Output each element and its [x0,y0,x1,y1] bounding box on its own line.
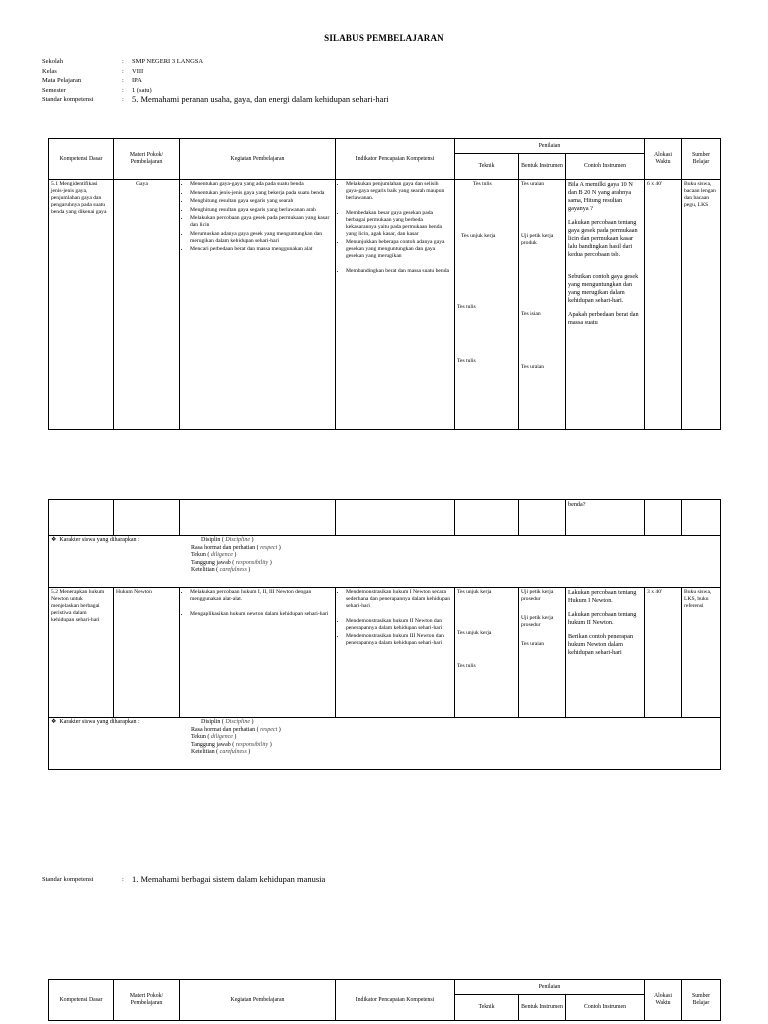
contoh-cell [566,180,645,430]
bentuk-item: Tes uraian [521,181,545,187]
kd-cell: 5.1 Mengidentifikasi jenis-jenis gaya, penjumlahan gaya dan pengaruhnya pada suatu benda yang dikenai gaya [49,180,114,430]
header-indikator: Indikator Pencapaian Kompetensi [336,980,455,1021]
empty-cell [519,500,566,536]
empty-cell [336,500,455,536]
kd-cell: 5.2 Menerapkan hukum Newton untuk menjelaskan berbagai peristiwa dalam kehidupan sehari-hari [49,588,114,718]
header-indikator: Indikator Pencapaian Kompetensi [336,139,455,180]
contoh-item: Lakukan percobaan tentang Hukum I Newton. [568,589,637,604]
teknik-item: Tes unjuk kerja [461,233,496,239]
header-penilaian: Penilaian [455,139,645,154]
list-item: • Menghitung resultan gaya segaris yang berlawanan arah [190,207,333,214]
karakter-item: Ketelitian [191,749,215,755]
bentuk-item: Uji petik kerja prosedur [521,589,554,602]
meta-key: Standar kompetensi [42,876,94,883]
header-penilaian: Penilaian [455,980,645,995]
teknik-item: Tes tulis [457,304,476,310]
karakter-item-en: diligence [210,552,233,558]
standar-kompetensi: 5. Memahami peranan usaha, gaya, dan energi dalam kehidupan sehari-hari [132,94,389,105]
page-title: SILABUS PEMBELAJARAN [324,33,444,43]
karakter-item: Tekun [191,734,206,740]
bentuk-item: Tes uraian [521,364,545,370]
indikator-cell [336,588,455,718]
standar-kompetensi-2: Standar kompetensi : 1. Memahami berbagai sistem dalam kehidupan manusia [42,874,326,884]
list-item: • Mendemonstrasikan hukum I Newton secara sederhana dan penerapannya dalam kehidupan sehari-hari [346,589,452,610]
alokasi-cell: 6 x 40' [645,180,682,430]
karakter-item: Rasa hormat dan perhatian [191,544,256,551]
header-kd: Kompetensi Dasar [49,139,114,180]
meta-value: SMP NEGERI 3 LANGSA [132,58,204,65]
diamond-bullet-icon: ❖ [51,719,57,725]
header-teknik: Teknik [455,154,519,180]
list-item: • Merumuskan adanya gaya gesek yang menguntungkan dan merugikan dalam kehidupan sehari-hari [190,231,333,245]
empty-cell [645,500,682,536]
silabus-table-1 [48,138,721,430]
teknik-cell [455,180,519,430]
meta-key: Standar kompetensi [42,96,94,104]
list-item: • Melakukan percobaan hukum I, II, III Newton dengan menggunakan alat-alat. [190,589,333,603]
contoh-item: Lakukan percobaan tentang hukum II Newton. [568,611,637,626]
materi-cell: Gaya [114,180,180,430]
sumber-cell: Buku siswa, bacaan lengan dan bacaan pegu, LKS [682,180,721,430]
contoh-item: Sebutkan contoh gaya gesek yang menguntungkan dan yang merugikan dalam kehidupan sehari-hari. [568,273,639,304]
karakter-label: Karakter siswa yang diharapkan : [59,719,140,725]
bentuk-cell [519,180,566,430]
header-kd: Kompetensi Dasar [49,980,114,1021]
header-contoh: Contoh Instrumen [566,154,645,180]
contoh-cell [566,588,645,718]
karakter-label: Karakter siswa yang diharapkan : [59,537,140,543]
karakter-item: Tekun [191,552,206,558]
karakter-item: Ketelitian [191,567,215,573]
header-bentuk: Bentuk Instrumen [519,995,566,1021]
materi-cell: Hukum Newton [114,588,180,718]
meta-value: 1 (satu) [132,86,152,94]
list-item: • Menghitung resultan gaya segaris yang searah [190,198,333,205]
header-kegiatan: Kegiatan Pembelajaran [180,980,336,1021]
bentuk-item: Tes isian [521,311,541,317]
meta-value: VIII [132,67,144,75]
teknik-item: Tes tulis [457,663,476,669]
list-item: • Melakukan percobaan gaya gesek pada permukaan yang kasar dan licin [190,215,333,229]
meta-key: Semester [42,86,66,94]
header-alokasi: Alokasi Waktu [645,139,682,180]
teknik-item: Tes tulis [457,358,476,364]
karakter-item-en: responsibility [235,559,269,566]
kegiatan-cell [180,588,336,718]
bentuk-item: Tes uraian [521,641,545,647]
header-kegiatan: Kegiatan Pembelajaran [180,139,336,180]
header-materi: Materi Pokok/ Pembelajaran [114,139,180,180]
meta-key: Kelas [42,67,57,75]
sumber-cell: Buku siswa, LKS, buku referensi [682,588,721,718]
list-item: • Menunjukkan beberapa contoh adanya gaya gesekan yang menguntungkan dan gaya gesekan yang merugikan [346,239,452,260]
bentuk-cell [519,588,566,718]
contoh-item: Bila A memilki gaya 10 N dan B 20 N yang arahnya sama, Hitung resultan gayanya ? [568,181,633,212]
bentuk-item: Uji petik kerja produk [521,233,554,246]
karakter-item-en: Discipline [225,719,251,725]
contoh-item: Apakah perbedaan berat dan massa suatu [568,311,639,326]
header-materi: Materi Pokok/ Pembelajaran [114,980,180,1021]
alokasi-cell: 3 x 40' [645,588,682,718]
list-item: • Menentukan gaya-gaya yang ada pada suatu benda [190,181,333,188]
header-alokasi: Alokasi Waktu [645,980,682,1021]
empty-cell [114,500,180,536]
meta-value: 1. Memahami berbagai sistem dalam kehidupan manusia [132,874,326,884]
karakter-item-en: diligence [210,734,233,740]
header-contoh: Contoh Instrumen [566,995,645,1021]
silabus-table-3 [48,979,721,1021]
list-item: • Membandingkan berat dan massa suatu benda [346,268,452,275]
karakter-item: Rasa hormat dan perhatian [191,726,256,733]
karakter-item: Disiplin [201,537,221,543]
meta-value: IPA [132,77,142,85]
karakter-item-en: Discipline [225,537,251,543]
list-item: • Mendemonstrasikan hukum II Newton dan penerapannya dalam kehidupan sehari-hari [346,618,452,632]
diamond-bullet-icon: ❖ [51,537,57,543]
karakter-item-en: carefulness [219,749,247,755]
header-bentuk: Bentuk Instrumen [519,154,566,180]
list-item: • Melakukan penjumlahan gaya dan selisih gaya-gaya segaris baik yang searah maupun berlawanan. [346,181,452,202]
meta-block: Sekolah : SMP NEGERI 3 LANGSA Kelas : VIII Mata Pelajaran : IPA Semester : 1 (satu) Standar kompetensi : 5. Memahami peranan usaha, gaya, dan energi dalam kehidupan sehari-hari [42,58,389,105]
meta-key: Mata Pelajaran [42,77,82,85]
header-sumber: Sumber Belajar [682,139,721,180]
karakter-block: ❖ Karakter siswa yang diharapkan : Disiplin ( Discipline ) Rasa hormat dan perhatian ( respect ) Tekun ( diligence ) Tanggung jawab ( responsibility ) Ketelitian ( carefulness ) [49,536,721,588]
list-item: • Mendemonstrasikan hukum III Newton dan penerapannya dalam kehidupan sehari-hari [346,633,452,647]
list-item: • Mencari perbedaan berat dan massa menggunakan alat [190,246,333,253]
karakter-item-en: respect [260,544,278,551]
karakter-block: ❖ Karakter siswa yang diharapkan : Disiplin ( Discipline ) Rasa hormat dan perhatian ( respect ) Tekun ( diligence ) Tanggung jawab ( responsibility ) Ketelitian ( carefulness ) [49,718,721,770]
empty-cell [49,500,114,536]
list-item: • Mengaplikasikan hukum newton dalam kehidupan sehari-hari [190,611,333,618]
empty-cell [682,500,721,536]
empty-cell [455,500,519,536]
bentuk-item: Uji petik kerja prosedur [521,615,554,628]
teknik-cell [455,588,519,718]
meta-key: Sekolah [42,58,63,65]
karakter-item-en: carefulness [219,567,247,573]
contoh-cell: benda? [566,500,645,536]
kegiatan-cell [180,180,336,430]
karakter-item: Tanggung jawab [191,741,231,748]
list-item: • Membedakan besar gaya gesekan pada berbagai permukaan yang berbeda kekasarannya yaitu pada permukaan benda yang licin, agak kasar, dan kasar [346,210,452,238]
silabus-table-2 [48,499,721,770]
header-sumber: Sumber Belajar [682,980,721,1021]
teknik-item: Tes tulis [473,181,492,187]
karakter-item-en: respect [260,726,278,733]
karakter-item: Disiplin [201,719,221,725]
contoh-item: Lakukan percobaan tentang gaya gesek pada permukaan licin dan permukaan kasar lalu bandingkan hasil dari kedua percobaan tsb. [568,219,638,258]
teknik-item: Tes unjuk kerja [457,630,492,636]
list-item: • Menentukan jenis-jenis gaya yang bekerja pada suatu benda [190,190,333,197]
karakter-item: Tanggung jawab [191,559,231,566]
contoh-item: Berikan contoh penerapan hukum Newton dalam kehidupan sehari-hari [568,633,633,656]
karakter-item-en: responsibility [235,741,269,748]
header-teknik: Teknik [455,995,519,1021]
empty-cell [180,500,336,536]
indikator-cell [336,180,455,430]
teknik-item: Tes unjuk kerja [457,589,492,595]
